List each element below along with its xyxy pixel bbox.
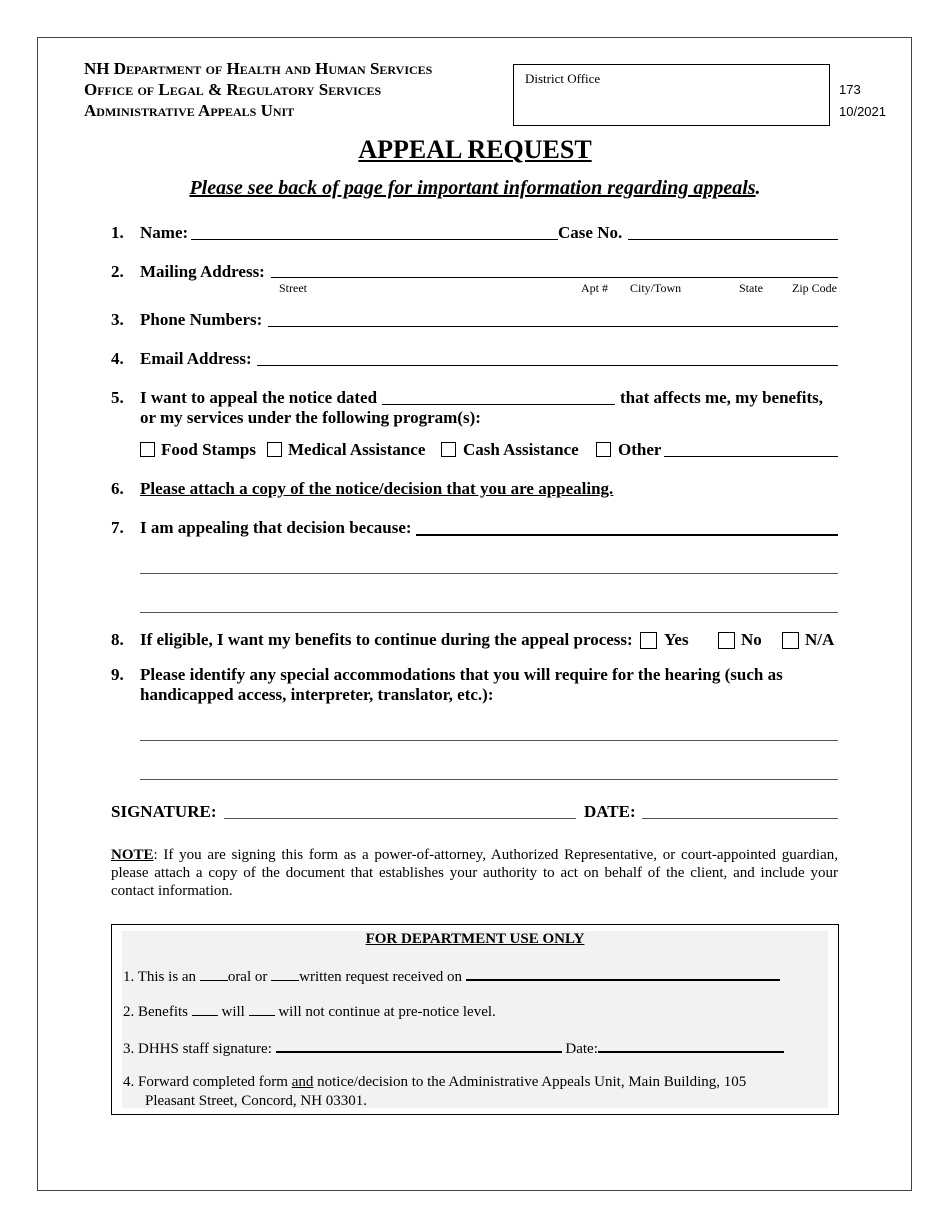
page-subtitle [0, 177, 950, 200]
benefits-will-blank[interactable] [192, 1003, 218, 1016]
subtitle-period: . [755, 177, 761, 199]
accommodations-field-2[interactable] [140, 779, 838, 780]
appeal-reason-field-3[interactable] [140, 612, 838, 613]
signature-field[interactable] [224, 818, 576, 819]
item-4-number: 4. [111, 349, 124, 368]
continue-benefits-label: If eligible, I want my benefits to continue during the appeal process: [140, 630, 633, 649]
appeal-reason-field-2[interactable] [140, 573, 838, 574]
food-stamps-checkbox[interactable] [140, 442, 155, 457]
affects-label: that affects me, my benefits, [620, 388, 823, 407]
phone-label: Phone Numbers: [140, 310, 263, 329]
email-label: Email Address: [140, 349, 252, 368]
street-caption: Street [279, 281, 307, 295]
staff-signature-blank[interactable] [276, 1039, 562, 1053]
notice-date-field[interactable] [382, 404, 615, 405]
dept-line-4-address: Pleasant Street, Concord, NH 03301. [145, 1093, 368, 1109]
page-title: APPEAL REQUEST [358, 135, 592, 164]
date-label: DATE: [584, 802, 636, 821]
item-8-number: 8. [111, 630, 124, 649]
programs-label: or my services under the following program(s): [140, 408, 481, 427]
state-caption: State [739, 281, 763, 295]
medical-assistance-label: Medical Assistance [288, 440, 426, 459]
district-office-box[interactable] [513, 64, 830, 126]
staff-date-blank[interactable] [598, 1039, 784, 1053]
continue-no-label: No [741, 630, 762, 649]
item-2-number: 2. [111, 262, 124, 281]
received-on-blank[interactable] [466, 967, 780, 981]
accommodations-label-line-2: handicapped access, interpreter, translator, etc.): [140, 685, 494, 704]
continue-yes-label: Yes [664, 630, 689, 649]
date-field[interactable] [642, 818, 838, 819]
phone-field[interactable] [268, 326, 838, 327]
item-6-number: 6. [111, 479, 124, 498]
other-checkbox[interactable] [596, 442, 611, 457]
signature-label: SIGNATURE: [111, 802, 217, 821]
name-label: Name: [140, 223, 189, 242]
benefits-will-not-blank[interactable] [249, 1003, 275, 1016]
item-3-number: 3. [111, 310, 124, 329]
subtitle-text: Please see back of page for important information regarding appeals [189, 177, 756, 199]
email-field[interactable] [257, 365, 838, 366]
food-stamps-label: Food Stamps [161, 440, 256, 459]
cash-assistance-label: Cash Assistance [463, 440, 579, 459]
accommodations-field-1[interactable] [140, 740, 838, 741]
name-field[interactable] [191, 239, 558, 240]
department-use-title: FOR DEPARTMENT USE ONLY [365, 931, 585, 947]
continue-na-label: N/A [805, 630, 835, 649]
appeal-reason-label: I am appealing that decision because: [140, 518, 412, 537]
continue-no-checkbox[interactable] [718, 632, 735, 649]
medical-assistance-checkbox[interactable] [267, 442, 282, 457]
continue-yes-checkbox[interactable] [640, 632, 657, 649]
item-9-number: 9. [111, 665, 124, 684]
dept-line-1 [123, 967, 780, 986]
apt-caption: Apt # [581, 281, 608, 295]
note-heading: NOTE [111, 847, 154, 863]
dept-line-4-and: and [291, 1074, 314, 1090]
dept-line-1-b: oral or [227, 969, 272, 985]
form-date: 10/2021 [839, 104, 886, 119]
dept-line-4 [123, 1074, 746, 1091]
district-office-label: District Office [525, 71, 601, 86]
form-number: 173 [839, 82, 861, 97]
item-5-number: 5. [111, 388, 124, 407]
agency-line-3: Administrative Appeals Unit [84, 101, 295, 120]
other-label: Other [618, 440, 662, 459]
dept-line-2 [123, 1003, 496, 1021]
authorized-rep-note [111, 846, 838, 900]
other-field[interactable] [664, 456, 838, 457]
dept-line-3 [123, 1039, 784, 1058]
dept-line-4-b: notice/decision to the Administrative Appeals Unit, Main Building, 105 [313, 1074, 747, 1090]
agency-line-2: Office of Legal & Regulatory Services [84, 80, 382, 99]
note-text: : If you are signing this form as a power-of-attorney, Authorized Representative, or court-appointed guardian, please attach a copy of the document that establishes your authority to act on behalf of the client, and include your contact information. [111, 847, 838, 899]
city-caption: City/Town [630, 281, 682, 295]
continue-na-checkbox[interactable] [782, 632, 799, 649]
mailing-address-label: Mailing Address: [140, 262, 265, 281]
dept-line-1-c: written request received on [299, 969, 466, 985]
dept-line-3-b: Date: [561, 1041, 598, 1057]
dept-line-2-b: will [217, 1004, 249, 1020]
cash-assistance-checkbox[interactable] [441, 442, 456, 457]
item-7-number: 7. [111, 518, 124, 537]
dept-line-4-a: 4. Forward completed form [123, 1074, 292, 1090]
written-blank[interactable] [271, 968, 299, 981]
dept-line-3-a: 3. DHHS staff signature: [123, 1041, 276, 1057]
appeal-reason-field-1[interactable] [416, 534, 838, 536]
dept-line-2-c: will not continue at pre-notice level. [274, 1004, 496, 1020]
case-number-label: Case No. [558, 223, 623, 242]
zip-caption: Zip Code [792, 281, 837, 295]
agency-line-1: NH Department of Health and Human Services [84, 59, 433, 78]
dept-line-1-a: 1. This is an [123, 969, 200, 985]
accommodations-label-line-1: Please identify any special accommodations that you will require for the hearing (such as [140, 665, 783, 684]
item-1-number: 1. [111, 223, 124, 242]
dept-line-2-a: 2. Benefits [123, 1004, 192, 1020]
notice-dated-label: I want to appeal the notice dated [140, 388, 378, 407]
mailing-address-field[interactable] [271, 277, 838, 278]
oral-blank[interactable] [200, 968, 228, 981]
attach-notice-instruction: Please attach a copy of the notice/decision that you are appealing. [140, 479, 614, 498]
case-number-field[interactable] [628, 239, 838, 240]
